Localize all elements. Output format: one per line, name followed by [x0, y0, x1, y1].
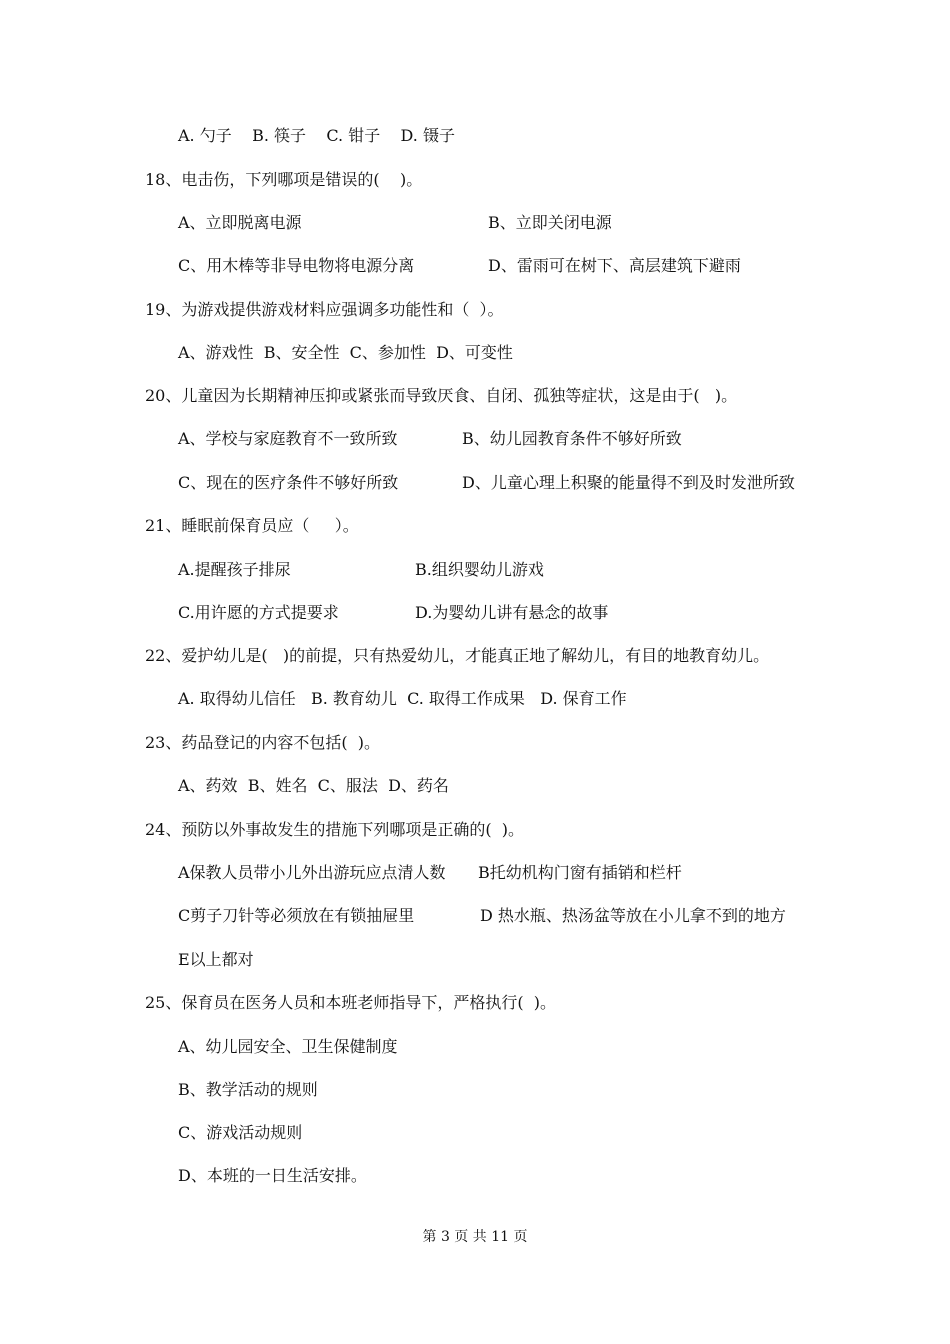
q20-option-b: B、幼儿园教育条件不够好所致 — [462, 429, 682, 448]
q21-option-b: B.组织婴幼儿游戏 — [415, 560, 544, 579]
q24-option-d: D 热水瓶、热汤盆等放在小儿拿不到的地方 — [480, 906, 786, 925]
q18-option-a: A、立即脱离电源 — [178, 213, 302, 232]
q24-option-a: A保教人员带小儿外出游玩应点清人数 — [178, 863, 446, 882]
q20-option-d: D、儿童心理上积聚的能量得不到及时发泄所致 — [462, 473, 795, 492]
q18-option-b: B、立即关闭电源 — [488, 213, 612, 232]
q24-option-e: E以上都对 — [178, 950, 254, 969]
q20-option-a: A、学校与家庭教育不一致所致 — [178, 429, 398, 448]
q19-options: A、游戏性 B、安全性 C、参加性 D、可变性 — [178, 343, 513, 362]
question-20: 20、儿童因为长期精神压抑或紧张而导致厌食、自闭、孤独等症状，这是由于( )。 — [145, 386, 738, 405]
question-25: 25、保育员在医务人员和本班老师指导下，严格执行( )。 — [145, 993, 557, 1012]
question-19: 19、为游戏提供游戏材料应强调多功能性和（ ）。 — [145, 300, 504, 319]
question-24: 24、预防以外事故发生的措施下列哪项是正确的( )。 — [145, 820, 525, 839]
q20-option-c: C、现在的医疗条件不够好所致 — [178, 473, 399, 492]
q24-option-c: C剪子刀针等必须放在有锁抽屉里 — [178, 906, 415, 925]
q25-option-b: B、教学活动的规则 — [178, 1080, 318, 1099]
q25-option-a: A、幼儿园安全、卫生保健制度 — [178, 1037, 398, 1056]
q25-option-d: D、本班的一日生活安排。 — [178, 1166, 367, 1185]
q21-option-a: A.提醒孩子排尿 — [178, 560, 291, 579]
q21-option-c: C.用许愿的方式提要求 — [178, 603, 339, 622]
q17-options: A. 勺子 B. 筷子 C. 钳子 D. 镊子 — [178, 126, 455, 145]
question-21: 21、睡眠前保育员应（ ）。 — [145, 516, 359, 535]
question-18: 18、电击伤，下列哪项是错误的( )。 — [145, 170, 423, 189]
question-22: 22、爱护幼儿是( )的前提，只有热爱幼儿，才能真正地了解幼儿，有目的地教育幼儿。 — [145, 646, 770, 665]
q25-option-c: C、游戏活动规则 — [178, 1123, 303, 1142]
question-23: 23、药品登记的内容不包括( )。 — [145, 733, 381, 752]
q21-option-d: D.为婴幼儿讲有悬念的故事 — [415, 603, 609, 622]
page-footer: 第 3 页 共 11 页 — [422, 1229, 528, 1245]
q24-option-b: B托幼机构门窗有插销和栏杆 — [478, 863, 682, 882]
q18-option-c: C、用木棒等非导电物将电源分离 — [178, 256, 415, 275]
q22-options: A. 取得幼儿信任 B. 教育幼儿 C. 取得工作成果 D. 保育工作 — [178, 689, 627, 708]
q18-option-d: D、雷雨可在树下、高层建筑下避雨 — [488, 256, 741, 275]
q23-options: A、药效 B、姓名 C、服法 D、药名 — [178, 776, 449, 795]
